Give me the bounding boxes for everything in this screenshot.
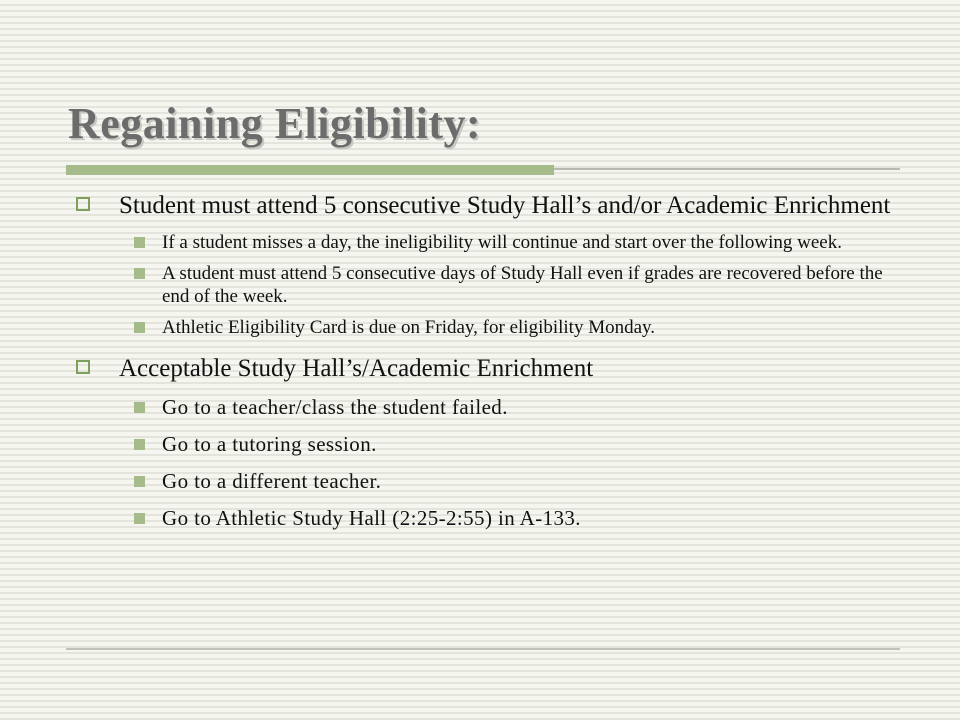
bullet-level2 bbox=[66, 468, 896, 494]
bullet-level2-text: Go to a different teacher. bbox=[162, 469, 382, 493]
filled-square-icon bbox=[134, 268, 145, 279]
sub-bullet-list bbox=[66, 231, 896, 339]
filled-square-icon bbox=[134, 513, 145, 524]
footer-divider-line bbox=[66, 648, 900, 650]
bullet-level2 bbox=[66, 394, 896, 420]
sub-bullet-list bbox=[66, 394, 896, 531]
bullet-level1 bbox=[66, 353, 896, 384]
title-accent-bar bbox=[66, 165, 554, 175]
filled-square-icon bbox=[134, 402, 145, 413]
slide-content bbox=[66, 190, 896, 542]
bullet-level2-text: If a student misses a day, the ineligibility will continue and start over the following week. bbox=[162, 232, 842, 253]
bullet-level1-text: Student must attend 5 consecutive Study Hall’s and/or Academic Enrichment bbox=[119, 192, 891, 219]
hollow-square-icon bbox=[76, 197, 90, 211]
bullet-level2 bbox=[66, 316, 896, 339]
bullet-level2 bbox=[66, 262, 896, 308]
bullet-level2 bbox=[66, 505, 896, 531]
filled-square-icon bbox=[134, 322, 145, 333]
bullet-level2-text: Go to a teacher/class the student failed. bbox=[162, 395, 508, 419]
bullet-level2 bbox=[66, 431, 896, 457]
filled-square-icon bbox=[134, 439, 145, 450]
slide-title: Regaining Eligibility: bbox=[68, 99, 482, 148]
hollow-square-icon bbox=[76, 360, 90, 374]
bullet-level2-text: Athletic Eligibility Card is due on Friday, for eligibility Monday. bbox=[162, 317, 656, 338]
filled-square-icon bbox=[134, 237, 145, 248]
bullet-level1-text: Acceptable Study Hall’s/Academic Enrichment bbox=[119, 355, 594, 382]
bullet-level2 bbox=[66, 231, 896, 254]
title-divider-line bbox=[554, 168, 900, 170]
bullet-level1 bbox=[66, 190, 896, 221]
bullet-level2-text: Go to Athletic Study Hall (2:25-2:55) in A-133. bbox=[162, 506, 581, 530]
bullet-level2-text: A student must attend 5 consecutive days of Study Hall even if grades are recovered before the end of the week. bbox=[162, 263, 883, 307]
bullet-level2-text: Go to a tutoring session. bbox=[162, 432, 377, 456]
filled-square-icon bbox=[134, 476, 145, 487]
